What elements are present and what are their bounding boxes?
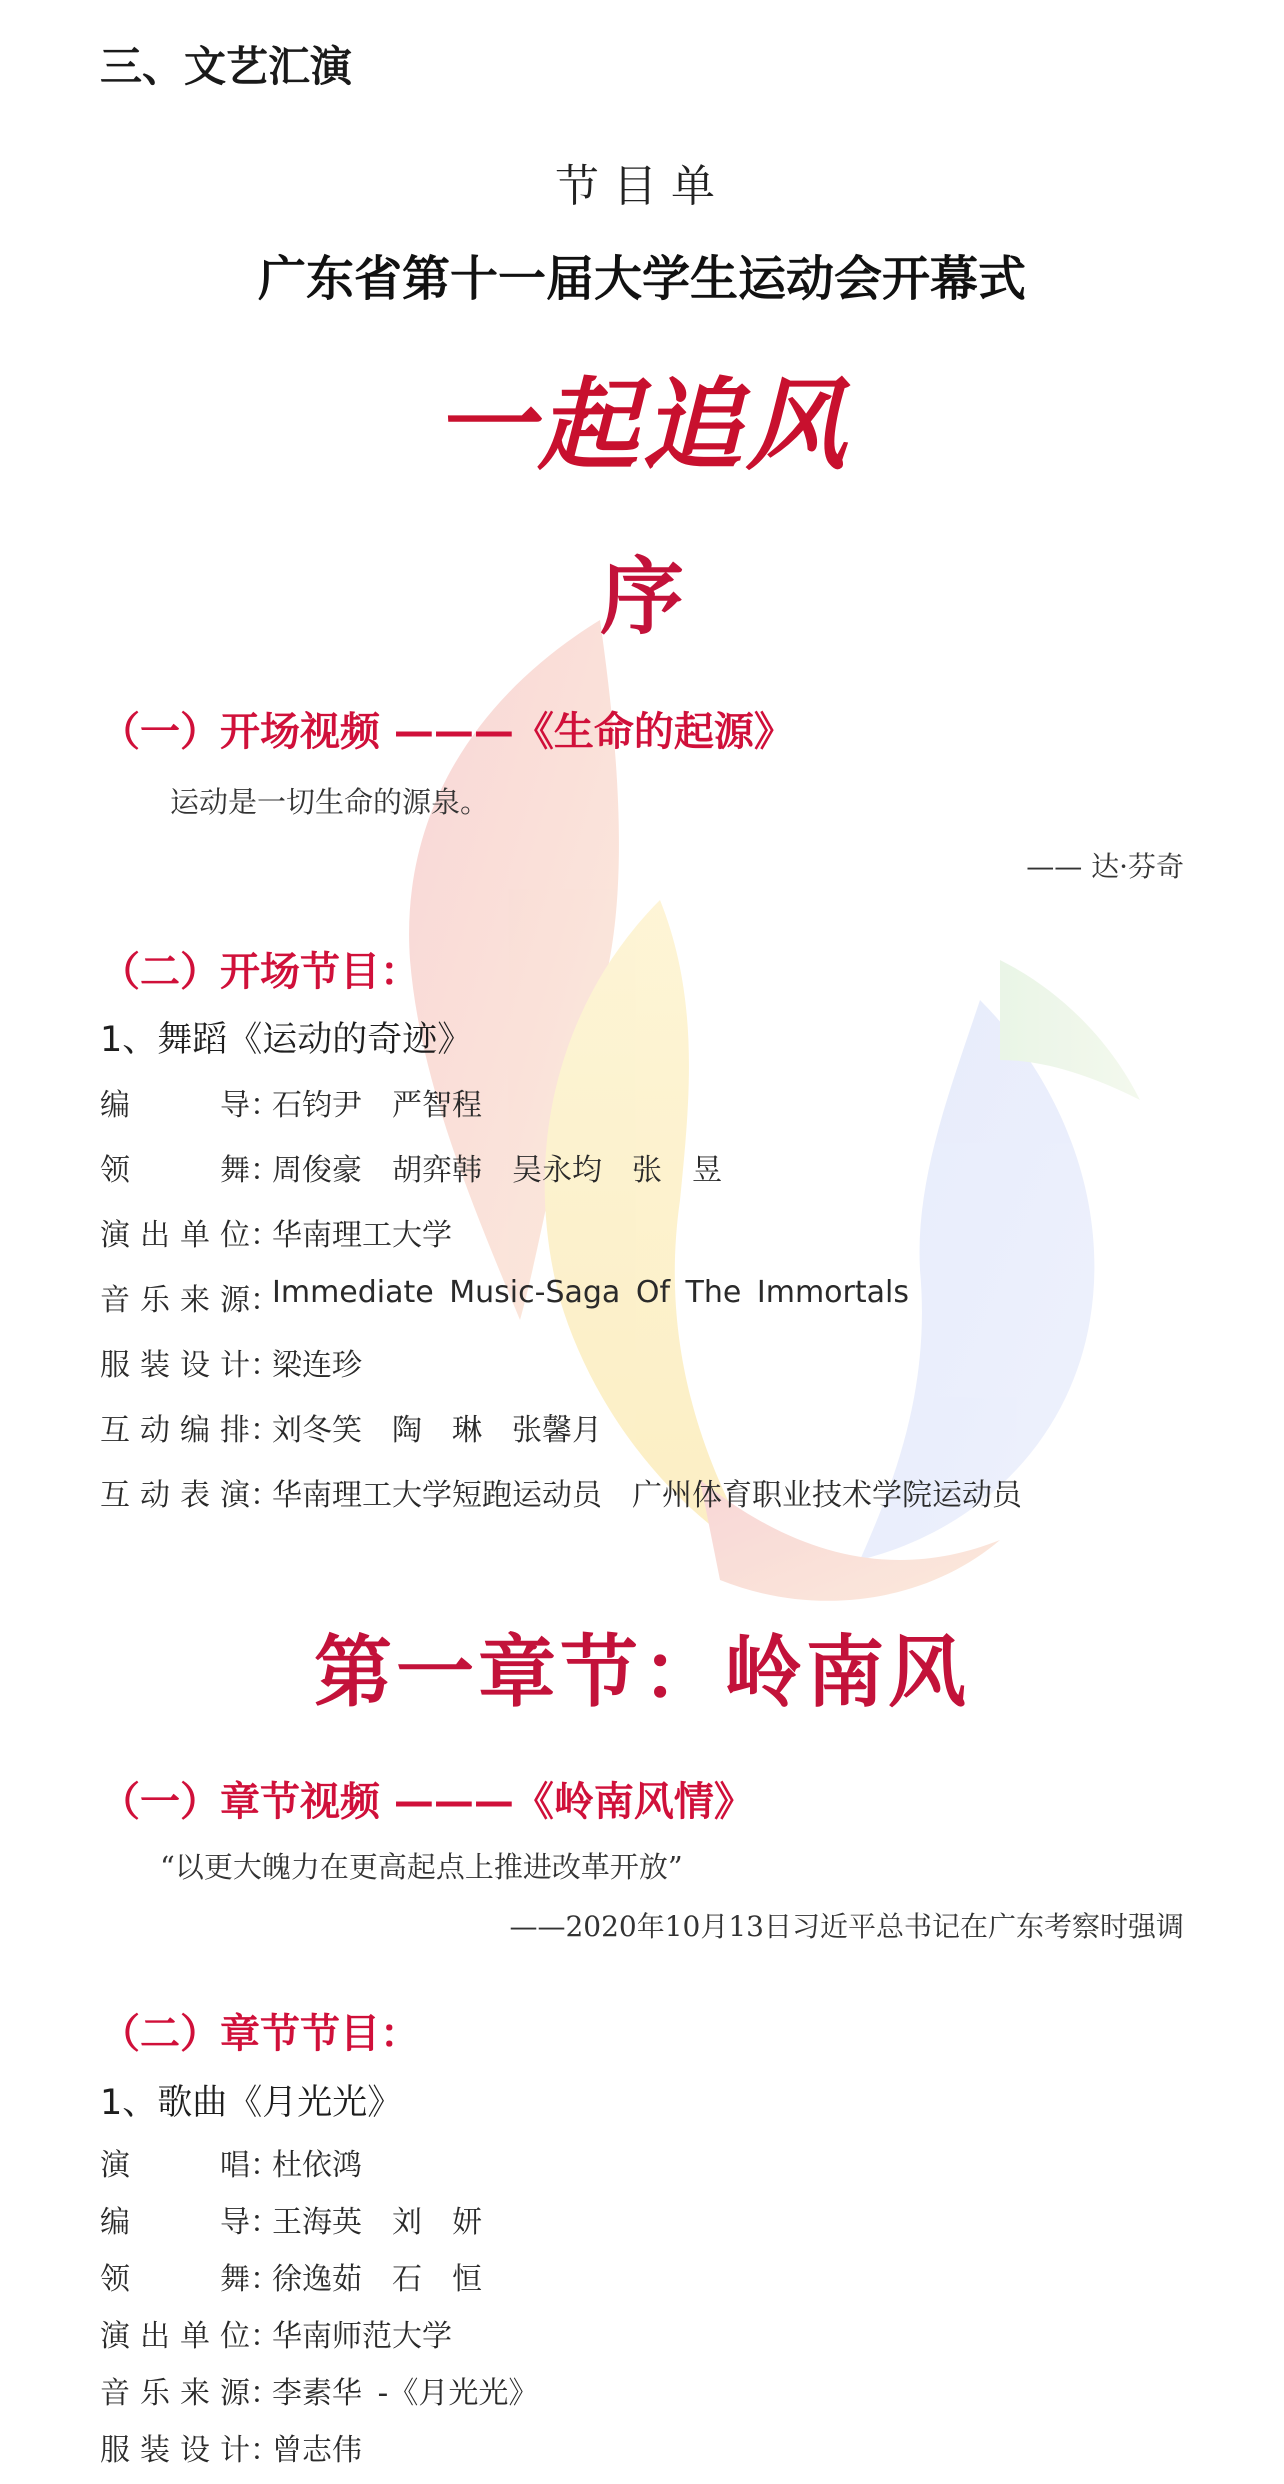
credit-label: 互动编排 — [100, 1413, 250, 1448]
credit-value: Immediate Music-Saga Of The Immortals — [272, 1275, 909, 1310]
credit-label: 演出单位 — [100, 2319, 250, 2354]
event-logo: 一起追风 — [434, 366, 850, 484]
credit-value: 曾志伟 — [272, 2433, 362, 2468]
credit-label: 互动表演 — [100, 1478, 250, 1513]
credit-row: 编导 ： 王海英 刘 妍 — [100, 2197, 482, 2241]
credit-value: 杜依鸿 — [272, 2148, 362, 2183]
chapter-title: 第一章节：岭南风 — [313, 1627, 970, 1718]
prelude-title: 序 — [599, 547, 684, 646]
credit-value: 梁连珍 — [272, 1348, 362, 1383]
credit-row: 演出单位 ： 华南师范大学 — [100, 2311, 452, 2355]
credit-row: 领舞 ： 徐逸茹 石 恒 — [100, 2254, 482, 2298]
credit-label: 音乐来源 — [100, 1283, 250, 1318]
quote-attribution: —— 达·芬奇 — [1026, 850, 1184, 883]
credit-row: 音乐来源 ： 李素华 -《月光光》 — [100, 2368, 538, 2412]
credit-row: 编导 ： 石钧尹 严智程 — [100, 1080, 482, 1124]
quote-text: 运动是一切生命的源泉。 — [170, 785, 490, 819]
section-heading: 三、文艺汇演 — [100, 42, 353, 91]
credit-label: 服装设计 — [100, 1348, 250, 1383]
credit-row: 演唱 ： 杜依鸿 — [100, 2140, 362, 2184]
credit-label: 编导 — [100, 2205, 250, 2240]
credit-row: 服装设计 ： 梁连珍 — [100, 1340, 362, 1384]
segment-heading-chapter-program: （二）章节节目： — [100, 2011, 420, 2057]
event-title: 广东省第十一届大学生运动会开幕式 — [257, 251, 1026, 307]
segment-heading-opening-program: （二）开场节目： — [100, 949, 420, 995]
credit-value: 华南师范大学 — [272, 2319, 452, 2354]
credit-label: 领舞 — [100, 2262, 250, 2297]
credit-value: 石钧尹 严智程 — [272, 1088, 482, 1123]
segment-heading-opening-video: （一）开场视频 ———《生命的起源》 — [100, 709, 794, 755]
credit-row: 互动编排 ： 刘冬笑 陶 琳 张馨月 — [100, 1405, 602, 1449]
credit-value: 王海英 刘 妍 — [272, 2205, 482, 2240]
program-label: 节目单 — [555, 161, 729, 212]
credit-value: 刘冬笑 陶 琳 张馨月 — [272, 1413, 602, 1448]
credit-label: 演出单位 — [100, 1218, 250, 1253]
credit-value: 周俊豪 胡弈韩 吴永均 张 昱 — [272, 1153, 722, 1188]
program-item-title: 1、歌曲《月光光》 — [100, 2083, 403, 2123]
program-item-title: 1、舞蹈《运动的奇迹》 — [100, 1020, 473, 1060]
credit-label: 音乐来源 — [100, 2376, 250, 2411]
credit-label: 编导 — [100, 1088, 250, 1123]
credit-value: 华南理工大学短跑运动员 广州体育职业技术学院运动员 — [272, 1478, 1022, 1513]
credit-value: 徐逸茹 石 恒 — [272, 2262, 482, 2297]
segment-heading-chapter-video: （一）章节视频 ———《岭南风情》 — [100, 1779, 754, 1825]
credit-row: 音乐来源 ： Immediate Music-Saga Of The Immortals — [100, 1275, 909, 1318]
credit-row: 领舞 ： 周俊豪 胡弈韩 吴永均 张 昱 — [100, 1145, 722, 1189]
credit-label: 演唱 — [100, 2148, 250, 2183]
credit-row: 服装设计 ： 曾志伟 — [100, 2425, 362, 2469]
credit-row: 互动表演 ： 华南理工大学短跑运动员 广州体育职业技术学院运动员 — [100, 1470, 1022, 1514]
quote-text: “以更大魄力在更高起点上推进改革开放” — [160, 1850, 683, 1884]
credit-value: 李素华 -《月光光》 — [272, 2376, 539, 2411]
credit-label: 服装设计 — [100, 2433, 250, 2468]
credit-value: 华南理工大学 — [272, 1218, 452, 1253]
credit-row: 演出单位 ： 华南理工大学 — [100, 1210, 452, 1254]
credit-label: 领舞 — [100, 1153, 250, 1188]
quote-attribution: ——2020年10月13日习近平总书记在广东考察时强调 — [509, 1910, 1184, 1943]
